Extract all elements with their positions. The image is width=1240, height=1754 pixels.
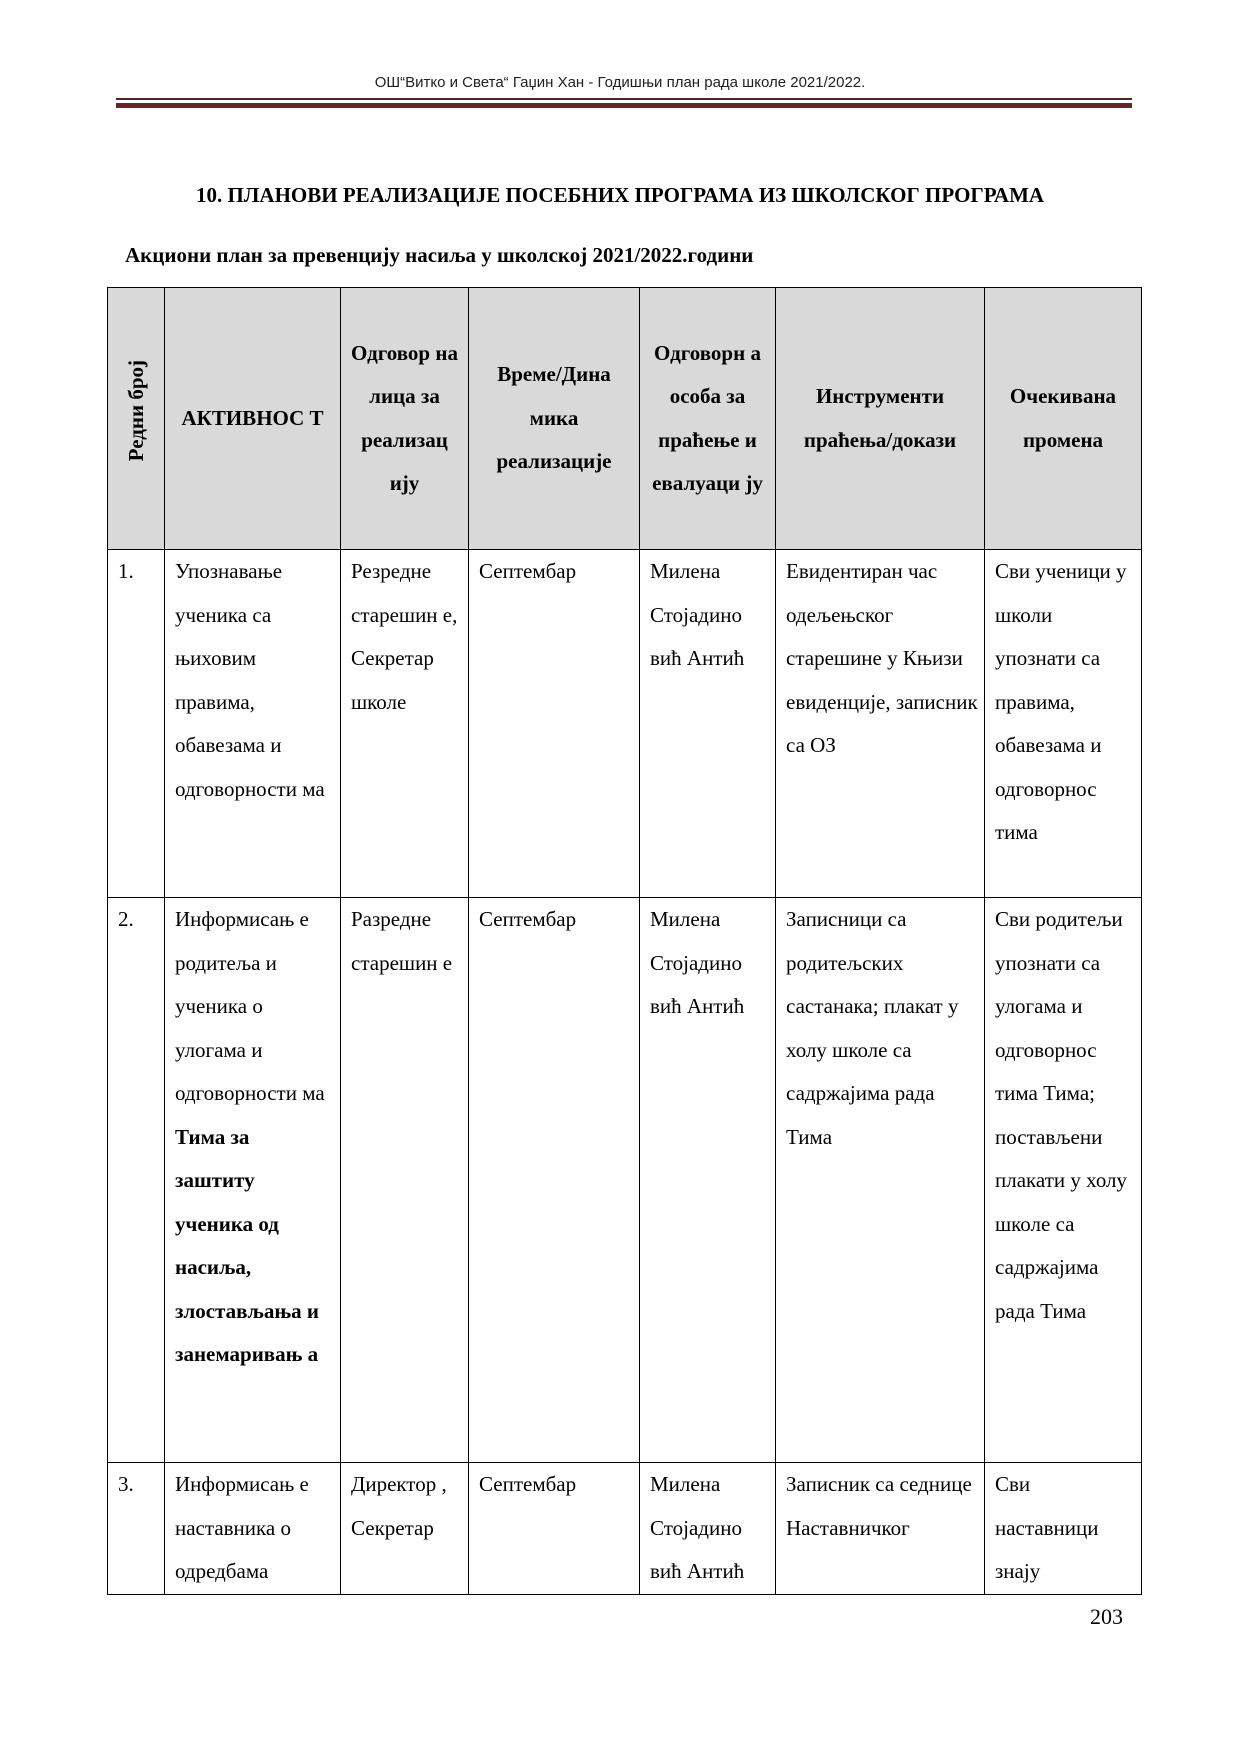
cell-responsible: Директор , Секретар xyxy=(341,1463,469,1595)
section-title: 10. ПЛАНОВИ РЕАЛИЗАЦИЈЕ ПОСЕБНИХ ПРОГРАМА ИЗ ШКОЛСКОГ ПРОГРАМА xyxy=(195,183,1045,207)
cell-no: 2. xyxy=(108,898,165,1463)
cell-monitor: Милена Стојадино вић Антић xyxy=(640,898,776,1463)
header-no: Редни број xyxy=(108,288,165,550)
cell-monitor: Милена Стојадино вић Антић xyxy=(640,1463,776,1595)
cell-change: Сви наставници знају xyxy=(985,1463,1142,1595)
cell-instruments: Записник са седнице Наставничког xyxy=(776,1463,985,1595)
header-time: Време/Дина мика реализације xyxy=(469,288,640,550)
table-header-row xyxy=(108,288,1142,550)
action-plan-table xyxy=(107,287,1142,1595)
cell-time: Септембар xyxy=(469,550,640,898)
cell-change: Сви родитељи упознати са улогама и одговорнос тима Тима; постављени плакати у холу школе са садржајима рада Тима xyxy=(985,898,1142,1463)
header-activity: АКТИВНОС Т xyxy=(165,288,341,550)
cell-activity: Информисањ е наставника о одредбама xyxy=(165,1463,341,1595)
cell-responsible: Резредне старешин е, Секретар школе xyxy=(341,550,469,898)
header-monitor: Одговорн а особа за праћење и евалуаци ју xyxy=(640,288,776,550)
header-responsible: Одговор на лица за реализац ију xyxy=(341,288,469,550)
subtitle: Акциони план за превенцију насиља у школској 2021/2022.години xyxy=(125,243,754,267)
cell-instruments: Евидентиран час одељењског старешине у Књизи евиденције, записник са ОЗ xyxy=(776,550,985,898)
running-header: ОШ“Витко и Света“ Гаџин Хан - Годишњи план рада школе 2021/2022. xyxy=(374,74,866,91)
cell-time: Септембар xyxy=(469,898,640,1463)
table-row xyxy=(108,898,1142,1463)
cell-instruments: Записници са родитељских састанака; плакат у холу школе са садржајима рада Тима xyxy=(776,898,985,1463)
cell-time: Септембар xyxy=(469,1463,640,1595)
header-change: Очекивана промена xyxy=(985,288,1142,550)
cell-monitor: Милена Стојадино вић Антић xyxy=(640,550,776,898)
header-rule-thin xyxy=(116,98,1132,100)
header-instruments: Инструменти праћења/докази xyxy=(776,288,985,550)
cell-responsible: Разредне старешин е xyxy=(341,898,469,1463)
page-number: 203 xyxy=(1090,1604,1123,1629)
table-row xyxy=(108,1463,1142,1595)
header-rule-thick xyxy=(116,103,1132,108)
cell-activity: Упознавање ученика са њиховим правима, обавезама и одговорности ма xyxy=(165,550,341,898)
table-row xyxy=(108,550,1142,898)
cell-no: 1. xyxy=(108,550,165,898)
cell-change: Сви ученици у школи упознати са правима, обавезама и одговорнос тима xyxy=(985,550,1142,898)
cell-activity: Информисањ е родитеља и ученика о улогама и одговорности ма Тима за заштиту ученика од насиља, злостављања и занемаривањ а xyxy=(165,898,341,1463)
cell-no: 3. xyxy=(108,1463,165,1595)
